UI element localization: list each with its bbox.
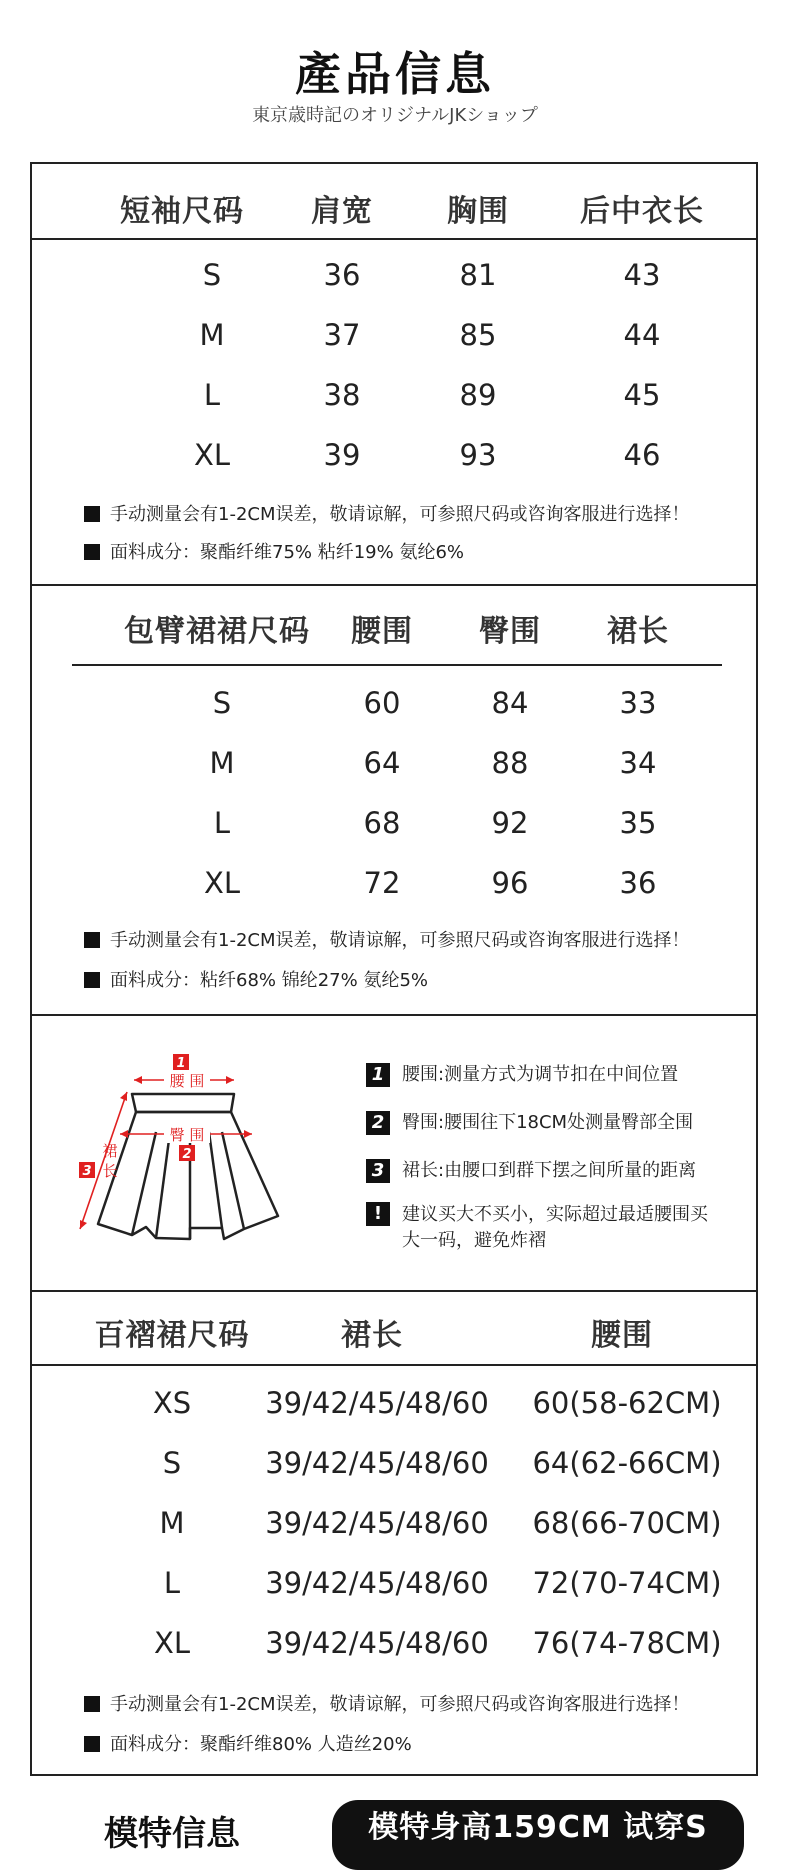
- bullet-square-icon: [84, 932, 100, 948]
- step-number-badge: 3: [366, 1159, 390, 1183]
- model-info-badge: 模特身高159CM 试穿S: [332, 1800, 744, 1870]
- pleated-cell: 39/42/45/48/60: [265, 1506, 489, 1540]
- bullet-square-icon: [84, 506, 100, 522]
- tshirt-note-measurement: [84, 500, 690, 526]
- pleated-cell: XL: [153, 1626, 191, 1660]
- marker-2: 2: [182, 1147, 192, 1162]
- step-number-badge: 1: [366, 1063, 390, 1087]
- pencil-cell: 33: [619, 686, 657, 720]
- tshirt-header-length: 后中衣长: [580, 194, 704, 229]
- step-waist: [366, 1062, 678, 1088]
- section-divider: [32, 1014, 756, 1016]
- pencil-cell: 60: [363, 686, 401, 720]
- pencil-note-fabric: [84, 966, 428, 992]
- pleated-header-length: 裙长: [341, 1318, 403, 1353]
- note-text: 手动测量会有1-2CM误差，敬请谅解，可参照尺码或咨询客服进行选择！: [110, 504, 690, 525]
- pencil-header-divider: [72, 664, 722, 666]
- tshirt-cell: M: [199, 318, 225, 352]
- step-hip: [366, 1110, 693, 1136]
- tshirt-header-chest: 胸围: [447, 194, 509, 229]
- pencil-header-waist: 腰围: [351, 614, 413, 649]
- tshirt-header-size: 短袖尺码: [120, 194, 244, 229]
- bullet-square-icon: [84, 1696, 100, 1712]
- bullet-square-icon: [84, 972, 100, 988]
- exclamation-icon: !: [366, 1202, 390, 1226]
- section-divider: [32, 1290, 756, 1292]
- pencil-cell: 84: [491, 686, 529, 720]
- step-text: 建议买大不买小，实际超过最适腰围买大一码，避免炸褶: [402, 1204, 708, 1251]
- tshirt-cell: 46: [623, 438, 661, 472]
- tshirt-cell: L: [203, 378, 221, 412]
- skirt-outline-icon: [98, 1094, 278, 1239]
- tshirt-header-divider: [32, 238, 756, 240]
- note-text: 面料成分：粘纤68% 锦纶27% 氨纶5%: [110, 970, 429, 991]
- tshirt-cell: 81: [459, 258, 497, 292]
- length-label-bottom: 长: [102, 1162, 118, 1180]
- tshirt-cell: 45: [623, 378, 661, 412]
- step-text: 腰围:测量方式为调节扣在中间位置: [402, 1064, 679, 1085]
- pleated-cell: 60(58-62CM): [532, 1386, 722, 1420]
- pleated-cell: 64(62-66CM): [532, 1446, 722, 1480]
- pencil-cell: XL: [203, 866, 241, 900]
- step-number-badge: 2: [366, 1111, 390, 1135]
- marker-3: 3: [82, 1164, 92, 1179]
- pencil-header-hip: 臀围: [479, 614, 541, 649]
- tshirt-cell: 36: [323, 258, 361, 292]
- note-text: 手动测量会有1-2CM误差，敬请谅解，可参照尺码或咨询客服进行选择！: [110, 930, 690, 951]
- tshirt-header-shoulder: 肩宽: [311, 194, 373, 229]
- pleated-header-size: 百褶裙尺码: [94, 1318, 250, 1353]
- tshirt-cell: 43: [623, 258, 661, 292]
- tshirt-note-fabric: [84, 538, 464, 564]
- section-divider: [32, 584, 756, 586]
- pencil-cell: 92: [491, 806, 529, 840]
- pencil-cell: M: [209, 746, 235, 780]
- pleated-cell: 39/42/45/48/60: [265, 1626, 489, 1660]
- pleated-header-waist: 腰围: [591, 1318, 653, 1353]
- note-text: 面料成分：聚酯纤维75% 粘纤19% 氨纶6%: [110, 542, 465, 563]
- tshirt-cell: 89: [459, 378, 497, 412]
- pencil-cell: 35: [619, 806, 657, 840]
- marker-1: 1: [176, 1056, 186, 1071]
- step-length: [366, 1158, 696, 1184]
- pleated-cell: L: [163, 1566, 181, 1600]
- pleated-cell: 72(70-74CM): [532, 1566, 722, 1600]
- pleated-cell: XS: [152, 1386, 192, 1420]
- bullet-square-icon: [84, 1736, 100, 1752]
- model-info-title: 模特信息: [104, 1814, 240, 1854]
- pleated-cell: 39/42/45/48/60: [265, 1446, 489, 1480]
- pencil-cell: 34: [619, 746, 657, 780]
- page-title: 產品信息: [295, 47, 495, 101]
- tshirt-cell: S: [202, 258, 222, 292]
- pencil-cell: 64: [363, 746, 401, 780]
- pencil-cell: 36: [619, 866, 657, 900]
- pencil-cell: 68: [363, 806, 401, 840]
- pencil-cell: L: [213, 806, 231, 840]
- length-label-top: 裙: [102, 1142, 118, 1160]
- pencil-header-size: 包臂裙裙尺码: [124, 614, 310, 649]
- pencil-cell: 96: [491, 866, 529, 900]
- step-text: 裙长:由腰口到群下摆之间所量的距离: [402, 1160, 697, 1181]
- pleated-note-fabric: [84, 1730, 412, 1756]
- tshirt-cell: 93: [459, 438, 497, 472]
- pencil-cell: S: [212, 686, 232, 720]
- pleated-cell: 39/42/45/48/60: [265, 1386, 489, 1420]
- tshirt-cell: 38: [323, 378, 361, 412]
- step-text: 臀围:腰围往下18CM处测量臀部全围: [402, 1112, 694, 1133]
- tshirt-cell: 85: [459, 318, 497, 352]
- note-text: 手动测量会有1-2CM误差，敬请谅解，可参照尺码或咨询客服进行选择！: [110, 1694, 690, 1715]
- tshirt-cell: 39: [323, 438, 361, 472]
- pleated-note-measurement: [84, 1690, 690, 1716]
- pencil-note-measurement: [84, 926, 690, 952]
- pencil-header-length: 裙长: [607, 614, 669, 649]
- pleated-cell: 68(66-70CM): [532, 1506, 722, 1540]
- note-text: 面料成分：聚酯纤维80% 人造丝20%: [110, 1734, 412, 1755]
- pleated-cell: 39/42/45/48/60: [265, 1566, 489, 1600]
- hip-label: 臀 围: [169, 1126, 205, 1144]
- pleated-cell: 76(74-78CM): [532, 1626, 722, 1660]
- page-subtitle: 東京歳時記のオリジナルJKショップ: [252, 105, 538, 126]
- pleated-cell: S: [162, 1446, 182, 1480]
- pleated-header-divider: [32, 1364, 756, 1366]
- bullet-square-icon: [84, 544, 100, 560]
- size-chart-frame: [30, 162, 758, 1776]
- skirt-measure-diagram: [72, 1034, 332, 1264]
- pleated-cell: M: [159, 1506, 185, 1540]
- tshirt-cell: 37: [323, 318, 361, 352]
- tshirt-cell: XL: [193, 438, 231, 472]
- pencil-cell: 72: [363, 866, 401, 900]
- tshirt-cell: 44: [623, 318, 661, 352]
- step-warning: [366, 1202, 716, 1254]
- waist-label: 腰 围: [169, 1072, 205, 1090]
- pencil-cell: 88: [491, 746, 529, 780]
